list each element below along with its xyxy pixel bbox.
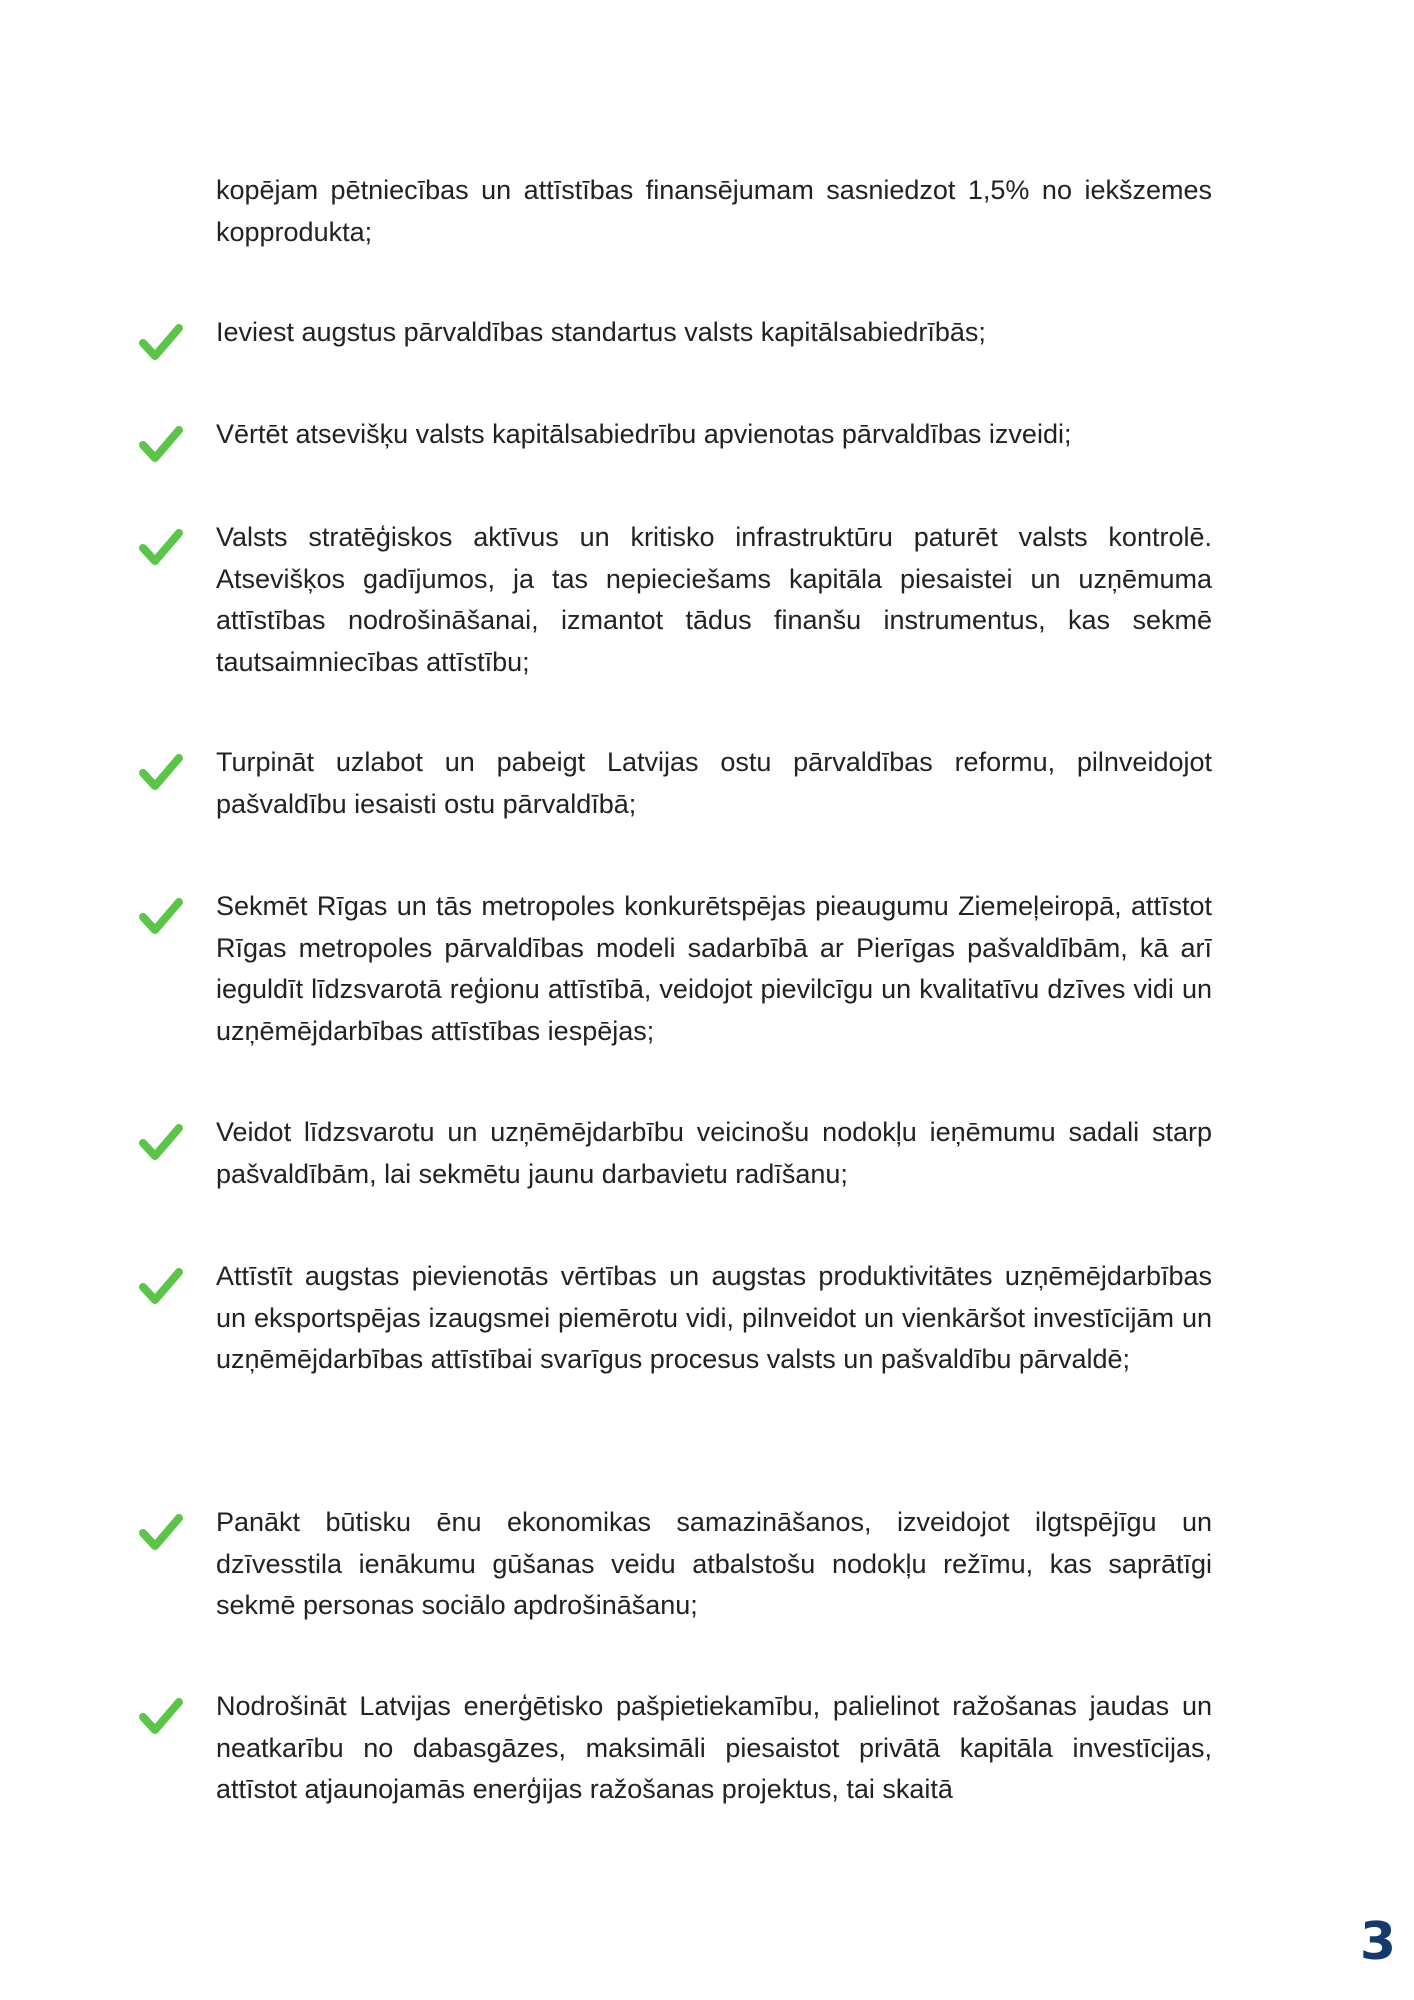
list-item: Ieviest augstus pārvaldības standartus valsts kapitālsabiedrībās; <box>216 317 986 347</box>
checkmark-icon <box>138 319 184 365</box>
intro-paragraph: kopējam pētniecības un attīstības finansējumam sasniedzot 1,5% no iekšzemes kopprodukta; <box>216 175 1212 247</box>
list-item: Vērtēt atsevišķu valsts kapitālsabiedrību apvienotas pārvaldības izveidi; <box>216 419 1072 449</box>
list-item: Valsts stratēģiskos aktīvus un kritisko infrastruktūru paturēt valsts kontrolē. Atsevišķos gadījumos, ja tas nepieciešams kapitāla piesaistei un uzņēmuma attīstības nodrošināšanai, izmantot tādus finanšu instrumentus, kas sekmē tautsaimniecības attīstību; <box>216 522 1212 677</box>
checkmark-icon <box>138 1693 184 1739</box>
list-item: Nodrošināt Latvijas enerģētisko pašpietiekamību, palielinot ražošanas jaudas un neatkarību no dabasgāzes, maksimāli piesaistot privātā kapitāla investīcijas, attīstot atjaunojamās enerģijas ražošanas projektus, tai skaitā <box>216 1691 1212 1804</box>
list-item: Veidot līdzsvarotu un uzņēmējdarbību veicinošu nodokļu ieņēmumu sadali starp pašvaldībām, lai sekmētu jaunu darbavietu radīšanu; <box>216 1117 1212 1189</box>
checkmark-icon <box>138 1263 184 1309</box>
checkmark-icon <box>138 749 184 795</box>
checkmark-icon <box>138 421 184 467</box>
list-item: Sekmēt Rīgas un tās metropoles konkurētspējas pieaugumu Ziemeļeiropā, attīstot Rīgas metropoles pārvaldības modeli sadarbībā ar Pierīgas pašvaldībām, kā arī ieguldīt līdzsvarotā reģionu attīstībā, veidojot pievilcīgu un kvalitatīvu dzīves vidi un uzņēmējdarbības attīstības iespējas; <box>216 891 1212 1046</box>
list-item: Turpināt uzlabot un pabeigt Latvijas ostu pārvaldības reformu, pilnveidojot pašvaldību iesaisti ostu pārvaldībā; <box>216 747 1212 819</box>
list-item: Attīstīt augstas pievienotās vērtības un augstas produktivitātes uzņēmējdarbības un eksportspējas izaugsmei piemērotu vidi, pilnveidot un vienkāršot investīcijām un uzņēmējdarbības attīstībai svarīgus procesus valsts un pašvaldību pārvaldē; <box>216 1261 1212 1374</box>
checkmark-icon <box>138 1119 184 1165</box>
list-item: Panākt būtisku ēnu ekonomikas samazināšanos, izveidojot ilgtspējīgu un dzīvesstila ienākumu gūšanas veidu atbalstošu nodokļu režīmu, kas saprātīgi sekmē personas sociālo apdrošināšanu; <box>216 1507 1212 1620</box>
checkmark-icon <box>138 524 184 570</box>
checkmark-icon <box>138 893 184 939</box>
checkmark-icon <box>138 1509 184 1555</box>
page-number: 3 <box>1359 1912 1397 1972</box>
